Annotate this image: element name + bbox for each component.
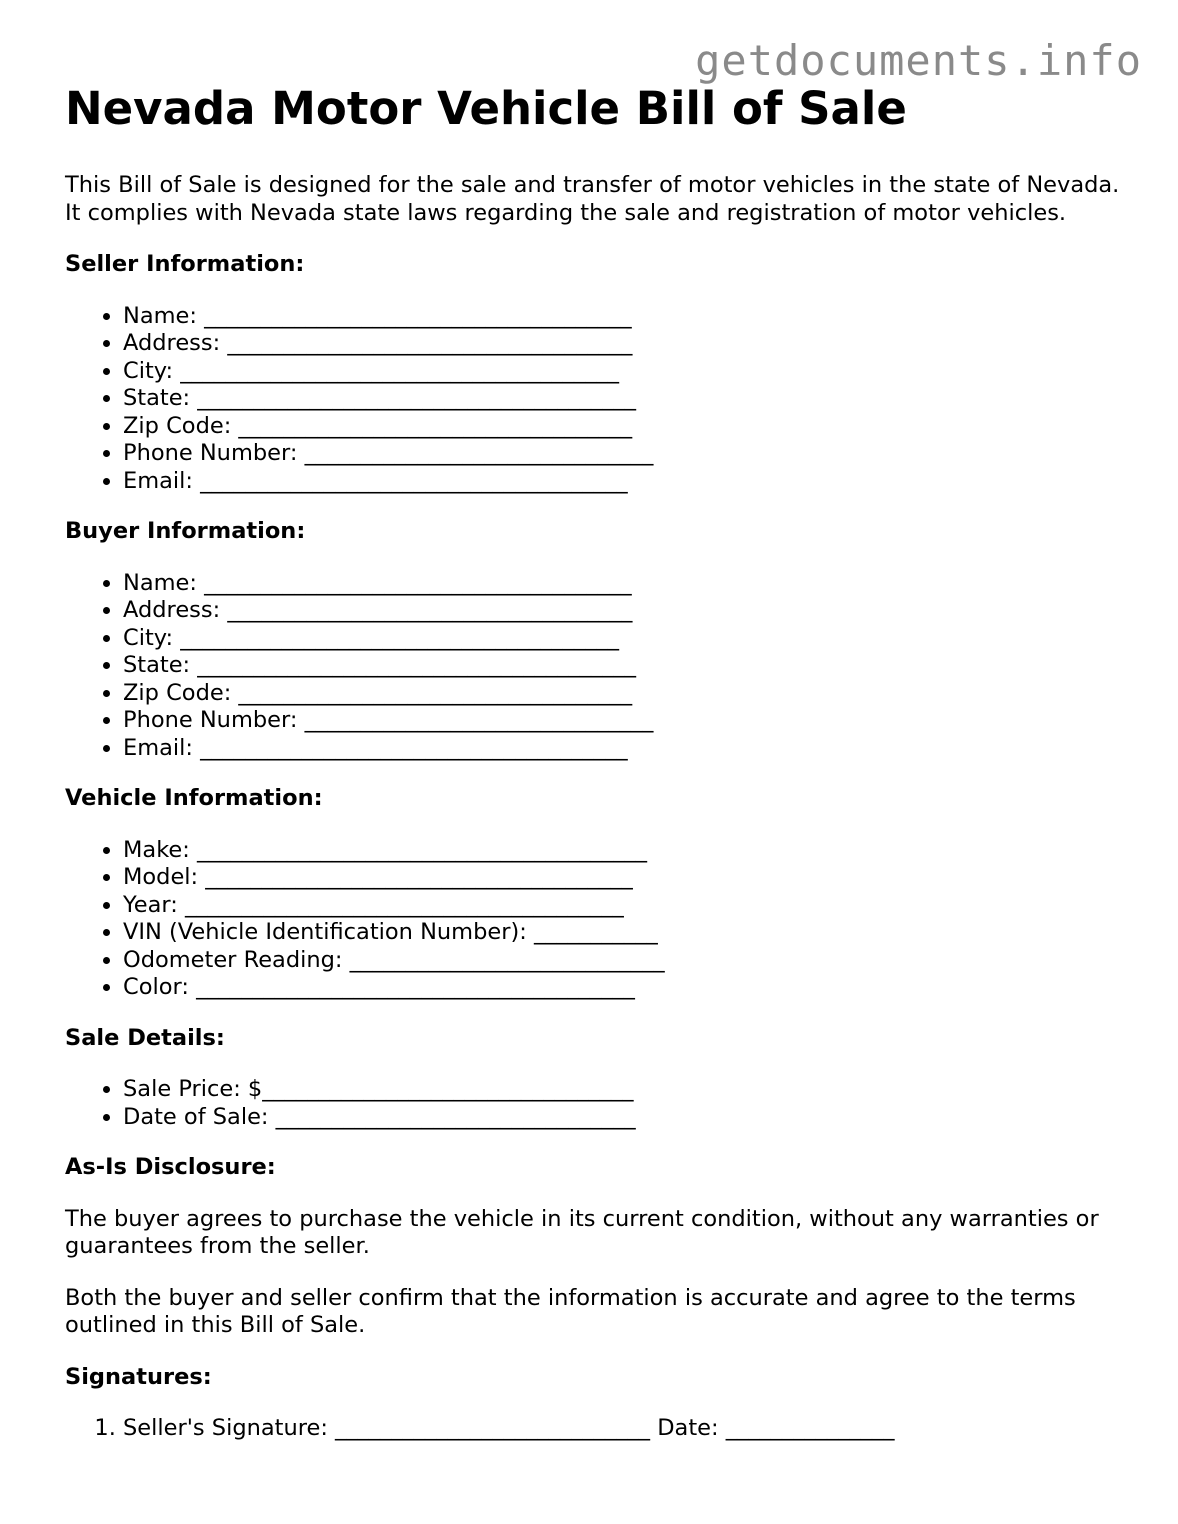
- vehicle-vin-field: • VIN (Vehicle Identification Number): ___________: [123, 919, 1125, 947]
- vehicle-heading: Vehicle Information:: [65, 785, 323, 811]
- vehicle-year-field: • Year: _______________________________________: [123, 892, 1125, 920]
- seller-signature-line: 1. Seller's Signature: ____________________________ Date: _______________: [123, 1415, 1125, 1443]
- watermark: getdocuments.info: [695, 36, 1142, 85]
- signatures-heading: Signatures:: [65, 1363, 212, 1390]
- buyer-fields-list: [65, 570, 1125, 763]
- confirmation-paragraph: Both the buyer and seller confirm that the information is accurate and agree to the terms outlined in this Bill of Sale.: [65, 1284, 1076, 1338]
- buyer-state-field: • State: _______________________________________: [123, 652, 1125, 680]
- intro-paragraph: This Bill of Sale is designed for the sale and transfer of motor vehicles in the state of Nevada. It complies with Nevada state laws regarding the sale and registration of motor vehicles.: [65, 172, 1120, 226]
- seller-name-field: • Name: ______________________________________: [123, 303, 1125, 331]
- page-title: Nevada Motor Vehicle Bill of Sale: [65, 82, 907, 135]
- buyer-email-field: • Email: ______________________________________: [123, 735, 1125, 763]
- buyer-heading: Buyer Information:: [65, 518, 306, 544]
- sale-fields-list: [65, 1076, 1125, 1131]
- seller-email-field: • Email: ______________________________________: [123, 468, 1125, 496]
- signatures-list: [65, 1415, 1125, 1443]
- seller-state-field: • State: _______________________________________: [123, 385, 1125, 413]
- vehicle-fields-list: [65, 837, 1125, 1002]
- vehicle-model-field: • Model: ______________________________________: [123, 864, 1125, 892]
- buyer-phone-field: • Phone Number: _______________________________: [123, 707, 1125, 735]
- disclosure-heading: As-Is Disclosure:: [65, 1154, 276, 1180]
- buyer-city-field: • City: _______________________________________: [123, 625, 1125, 653]
- buyer-zip-field: • Zip Code: ___________________________________: [123, 680, 1125, 708]
- seller-address-field: • Address: ____________________________________: [123, 330, 1125, 358]
- seller-city-field: • City: _______________________________________: [123, 358, 1125, 386]
- vehicle-odometer-field: • Odometer Reading: ____________________________: [123, 947, 1125, 975]
- buyer-address-field: • Address: ____________________________________: [123, 597, 1125, 625]
- buyer-name-field: • Name: ______________________________________: [123, 570, 1125, 598]
- vehicle-make-field: • Make: ________________________________________: [123, 837, 1125, 865]
- seller-heading: Seller Information:: [65, 251, 305, 277]
- sale-heading: Sale Details:: [65, 1024, 225, 1051]
- seller-fields-list: [65, 303, 1125, 496]
- sale-price-field: • Sale Price: $_________________________________: [123, 1076, 1125, 1104]
- seller-phone-field: • Phone Number: _______________________________: [123, 440, 1125, 468]
- document-page: [65, 80, 1125, 1466]
- sale-date-field: • Date of Sale: ________________________________: [123, 1104, 1125, 1132]
- vehicle-color-field: • Color: _______________________________________: [123, 974, 1125, 1002]
- disclosure-paragraph: The buyer agrees to purchase the vehicle in its current condition, without any warranties or guarantees from the seller.: [65, 1205, 1099, 1259]
- seller-zip-field: • Zip Code: ___________________________________: [123, 413, 1125, 441]
